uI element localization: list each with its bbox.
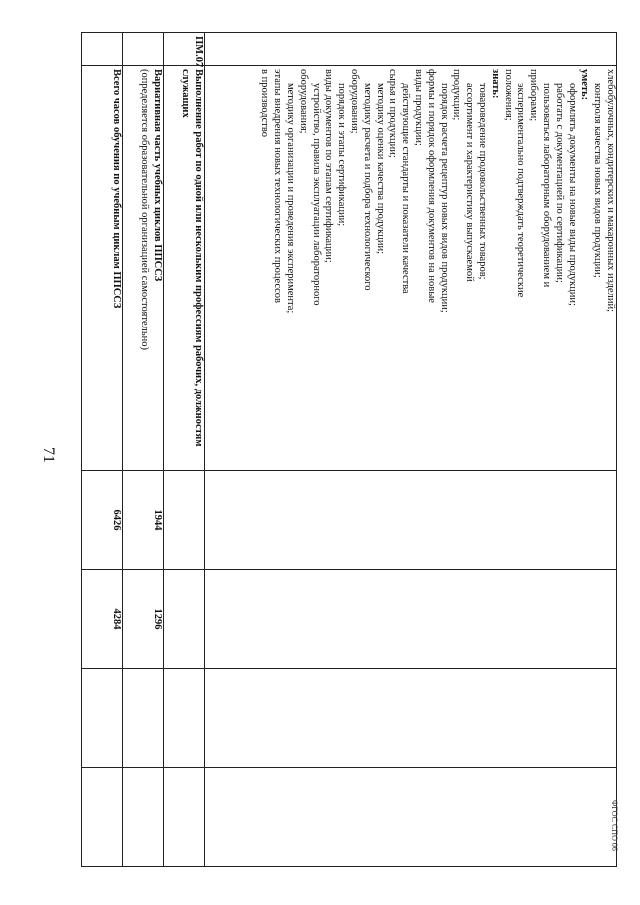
cell-total-codes [82,768,123,867]
cell-variative-codes [123,768,164,867]
table-row-competencies [205,33,617,867]
cell-total-hours-empty [205,471,617,570]
cell-index-empty [205,33,617,66]
cell-competence-codes-empty [205,768,617,867]
description-line: приборами; [528,69,540,122]
cell-total-disciplines [82,669,123,768]
cell-variative-description [123,66,164,471]
cell-variative-mandatory: 1296 [123,570,164,669]
cell-disciplines-empty [205,669,617,768]
description-line: этапы внедрения новых технологических процессов [272,69,284,303]
description-line: хлебобулочных, кондитерских и макаронных изделий; [605,69,616,313]
cell-pm-total [164,471,205,570]
description-line: знать: [489,69,501,99]
table-row-variative [123,33,164,867]
cell-competencies-description [205,66,617,471]
variative-note: (определяется образовательной организацией самостоятельно) [139,69,151,351]
description-line: ассортимент и характеристику выпускаемой [464,83,476,282]
description-line: устройство, правила эксплуатации лабораторного [310,83,322,306]
description-line: пользоваться лабораторным оборудованием и [541,83,553,288]
description-line: контроля качества новых видов продукции; [592,83,604,278]
description-line: продукции; [451,69,463,121]
description-line: сырья и продукции; [387,69,399,158]
cell-mandatory-hours-empty [205,570,617,669]
description-line: формы и порядок оформления документов на новые [425,69,437,303]
cell-pm-codes [164,768,205,867]
description-line: виды продукции; [413,69,425,146]
description-line: экспериментально подтверждать теоретические [515,83,527,298]
description-line: оборудования; [349,69,361,134]
description-line: оформлять документы на новые виды продукции; [566,83,578,306]
description-line: методику организации и проведения эксперимента; [285,83,297,314]
cell-pm-description: Выполнение работ по одной или нескольким профессиям рабочих, должностям служащих [164,66,205,471]
description-line: действующие стандарты и показатели качества [400,83,412,294]
description-line: положения; [502,69,514,121]
description-line: работать с документацией по сертификации; [553,83,565,283]
variative-title: Вариативная часть учебных циклов ППССЗ [152,69,163,282]
description-line: оборудования; [297,69,309,134]
cell-variative-total: 1944 [123,471,164,570]
footer-text: ФГОС СПО 06 [610,800,619,851]
description-line: порядок расчета рецептур новых видов продукции; [438,83,450,313]
page-number: 71 [40,447,57,463]
cell-pm-index: ПМ.07 [164,33,205,66]
cell-total-description: Всего часов обучения по учебным циклам ППССЗ [82,66,123,471]
cell-pm-mandatory [164,570,205,669]
cell-total-hours: 6426 [82,471,123,570]
description-line: товароведение продовольственных товаров; [477,83,489,280]
cell-variative-disciplines [123,669,164,768]
table-row-pm07 [164,33,205,867]
table-row-total [82,33,123,867]
cell-total-index [82,33,123,66]
description-line: уметь: [579,69,591,101]
description-line: методику расчета и подбора технологического [361,83,373,291]
cell-total-mandatory: 4284 [82,570,123,669]
description-line: виды документов по этапам сертификации; [323,69,335,263]
description-line: порядок и этапы сертификации; [336,83,348,227]
description-line: в производство [259,69,271,138]
description-line: методику оценки качества продукции; [374,83,386,255]
cell-pm-disciplines [164,669,205,768]
curriculum-table-rotated [82,32,617,852]
curriculum-table [81,32,617,867]
cell-variative-index [123,33,164,66]
